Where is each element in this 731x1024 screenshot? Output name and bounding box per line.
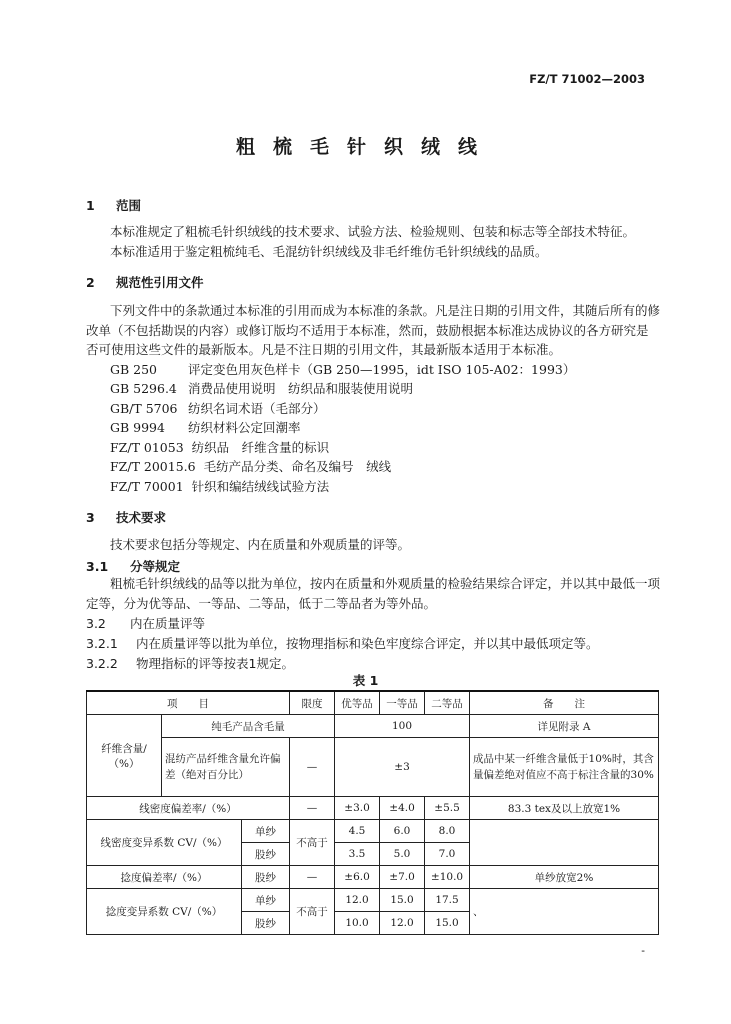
- subsection-3-1-text: 粗梳毛针织绒线的品等以批为单位，按内在质量和外观质量的检验结果综合评定，并以其中最低一项定等，分为优等品、一等品、二等品，低于二等品者为等外品。: [86, 576, 661, 611]
- reference-item: [110, 379, 413, 399]
- density-cv-g1: 3.5: [335, 843, 380, 866]
- reference-code: FZ/T 01053: [110, 440, 184, 455]
- subsection-title: 分等规定: [130, 559, 181, 574]
- density-cv-g3: 7.0: [425, 843, 470, 866]
- density-deviation-note: 83.3 tex及以上放宽1%: [470, 797, 659, 820]
- standard-code: FZ/T 71002—2003: [529, 72, 645, 86]
- section-number: 2: [86, 275, 95, 290]
- reference-code: GB 9994: [110, 420, 165, 435]
- density-cv-g2: 6.0: [380, 820, 425, 843]
- density-cv-g2: 5.0: [380, 843, 425, 866]
- blend-limit: —: [290, 738, 335, 797]
- fiber-content-label: 纤维含量/（%）: [87, 715, 162, 797]
- section-2-intro: 下列文件中的条款通过本标准的引用而成为本标准的条款。凡是注日期的引用文件，其随后所有的修改单（不包括勘误的内容）或修订版均不适用于本标准，然而，鼓励根据本标准达成协议的各方研究是否可使用这些文件的最新版本。凡是不注日期的引用文件，其最新版本适用于本标准。: [86, 303, 661, 357]
- subsection-3-2-2: [86, 654, 294, 672]
- header-grade-1: 优等品: [335, 691, 380, 715]
- reference-name: 纺织材料公定回潮率: [188, 420, 301, 435]
- subsection-number: 3.1: [86, 559, 109, 574]
- reference-name: 评定变色用灰色样卡（GB 250—1995，idt ISO 105-A02：1993）: [188, 362, 576, 377]
- twist-deviation-label: 捻度偏差率/（%）: [87, 866, 242, 889]
- twist-cv-g2: 15.0: [380, 889, 425, 912]
- reference-name: 毛纺产品分类、命名及编号 绒线: [203, 459, 392, 474]
- reference-code: GB/T 5706: [110, 401, 178, 416]
- reference-code: GB 5296.4: [110, 381, 177, 396]
- subsection-text: 内在质量评等以批为单位，按物理指标和染色牢度综合评定，并以其中最低项定等。: [136, 636, 599, 651]
- table-row: [87, 889, 659, 912]
- header-item: 项 目: [87, 691, 290, 715]
- density-deviation-limit: —: [290, 797, 335, 820]
- density-cv-g3: 8.0: [425, 820, 470, 843]
- twist-cv-note: 、: [470, 889, 659, 935]
- twist-deviation-note: 单纱放宽2%: [470, 866, 659, 889]
- reference-item: [110, 457, 391, 477]
- section-title: 范围: [116, 198, 142, 213]
- blend-note: 成品中某一纤维含量低于10%时，其含量偏差绝对值应不高于标注含量的30%: [470, 738, 659, 797]
- header-note: 备 注: [470, 691, 659, 715]
- twist-deviation-limit: —: [290, 866, 335, 889]
- section-1-para-2: 本标准适用于鉴定粗梳纯毛、毛混纺针织绒线及非毛纤维仿毛针织绒线的品质。: [110, 244, 548, 259]
- twist-deviation-g1: ±6.0: [335, 866, 380, 889]
- yarn-type: 股纱: [242, 843, 290, 866]
- reference-name: 消费品使用说明 纺织品和服装使用说明: [188, 381, 414, 396]
- twist-cv-g1: 10.0: [335, 912, 380, 935]
- section-3-heading: [86, 508, 166, 526]
- density-cv-label: 线密度变异系数 CV/（%）: [87, 820, 242, 866]
- document-title: 粗梳毛针织绒线: [235, 136, 495, 158]
- reference-name: 纺织品 纤维含量的标识: [191, 440, 330, 455]
- physical-index-table: [86, 690, 659, 935]
- twist-cv-g3: 15.0: [425, 912, 470, 935]
- section-number: 1: [86, 198, 95, 213]
- section-1-heading: [86, 196, 141, 214]
- yarn-type: 单纱: [242, 820, 290, 843]
- density-deviation-g2: ±4.0: [380, 797, 425, 820]
- yarn-type: 单纱: [242, 889, 290, 912]
- density-deviation-g3: ±5.5: [425, 797, 470, 820]
- table-header-row: [87, 691, 659, 715]
- section-title: 规范性引用文件: [116, 275, 204, 290]
- table-row: [87, 715, 659, 738]
- pure-wool-label: 纯毛产品含毛量: [162, 715, 335, 738]
- table-row: [87, 738, 659, 797]
- subsection-text: 物理指标的评等按表1规定。: [136, 656, 294, 671]
- reference-code: GB 250: [110, 362, 158, 377]
- subsection-3-2-1: [86, 634, 599, 652]
- pure-wool-note: 详见附录 A: [470, 715, 659, 738]
- section-title: 技术要求: [116, 510, 167, 525]
- section-2-heading: [86, 273, 204, 291]
- reference-name: 纺织名词术语（毛部分）: [188, 401, 326, 416]
- subsection-3-2-heading: [86, 614, 205, 632]
- header-grade-3: 二等品: [425, 691, 470, 715]
- subsection-number: 3.2.2: [86, 656, 118, 671]
- header-limit: 限度: [290, 691, 335, 715]
- density-deviation-g1: ±3.0: [335, 797, 380, 820]
- header-grade-2: 一等品: [380, 691, 425, 715]
- subsection-title: 内在质量评等: [130, 616, 206, 631]
- subsection-3-1-heading: [86, 557, 180, 575]
- reference-item: [110, 399, 326, 419]
- blend-value: ±3: [335, 738, 470, 797]
- density-cv-limit: 不高于: [290, 820, 335, 866]
- reference-code: FZ/T 20015.6: [110, 459, 196, 474]
- twist-cv-g2: 12.0: [380, 912, 425, 935]
- table-row: [87, 820, 659, 843]
- reference-item: [110, 360, 575, 380]
- section-1-para-1: 本标准规定了粗梳毛针织绒线的技术要求、试验方法、检验规则、包装和标志等全部技术特征。: [110, 224, 636, 239]
- twist-cv-label: 捻度变异系数 CV/（%）: [87, 889, 242, 935]
- twist-deviation-g3: ±10.0: [425, 866, 470, 889]
- density-cv-note: [470, 820, 659, 866]
- yarn-type: 股纱: [242, 912, 290, 935]
- twist-cv-limit: 不高于: [290, 889, 335, 935]
- twist-cv-g1: 12.0: [335, 889, 380, 912]
- reference-name: 针织和编结绒线试验方法: [191, 479, 330, 494]
- density-cv-g1: 4.5: [335, 820, 380, 843]
- reference-code: FZ/T 70001: [110, 479, 184, 494]
- twist-deviation-g2: ±7.0: [380, 866, 425, 889]
- pure-wool-value: 100: [335, 715, 470, 738]
- table-row: [87, 866, 659, 889]
- reference-item: [110, 418, 301, 438]
- subsection-number: 3.2: [86, 616, 106, 631]
- section-3-intro: 技术要求包括分等规定、内在质量和外观质量的评等。: [110, 537, 411, 552]
- density-deviation-label: 线密度偏差率/（%）: [87, 797, 290, 820]
- table-row: [87, 797, 659, 820]
- section-number: 3: [86, 510, 95, 525]
- blend-tolerance-label: 混纺产品纤维含量允许偏差（绝对百分比）: [162, 738, 290, 797]
- page-mark: -: [641, 944, 645, 957]
- subsection-number: 3.2.1: [86, 636, 118, 651]
- yarn-type: 股纱: [242, 866, 290, 889]
- reference-item: [110, 477, 329, 497]
- table-title: 表 1: [352, 673, 379, 688]
- twist-cv-g3: 17.5: [425, 889, 470, 912]
- reference-item: [110, 438, 329, 458]
